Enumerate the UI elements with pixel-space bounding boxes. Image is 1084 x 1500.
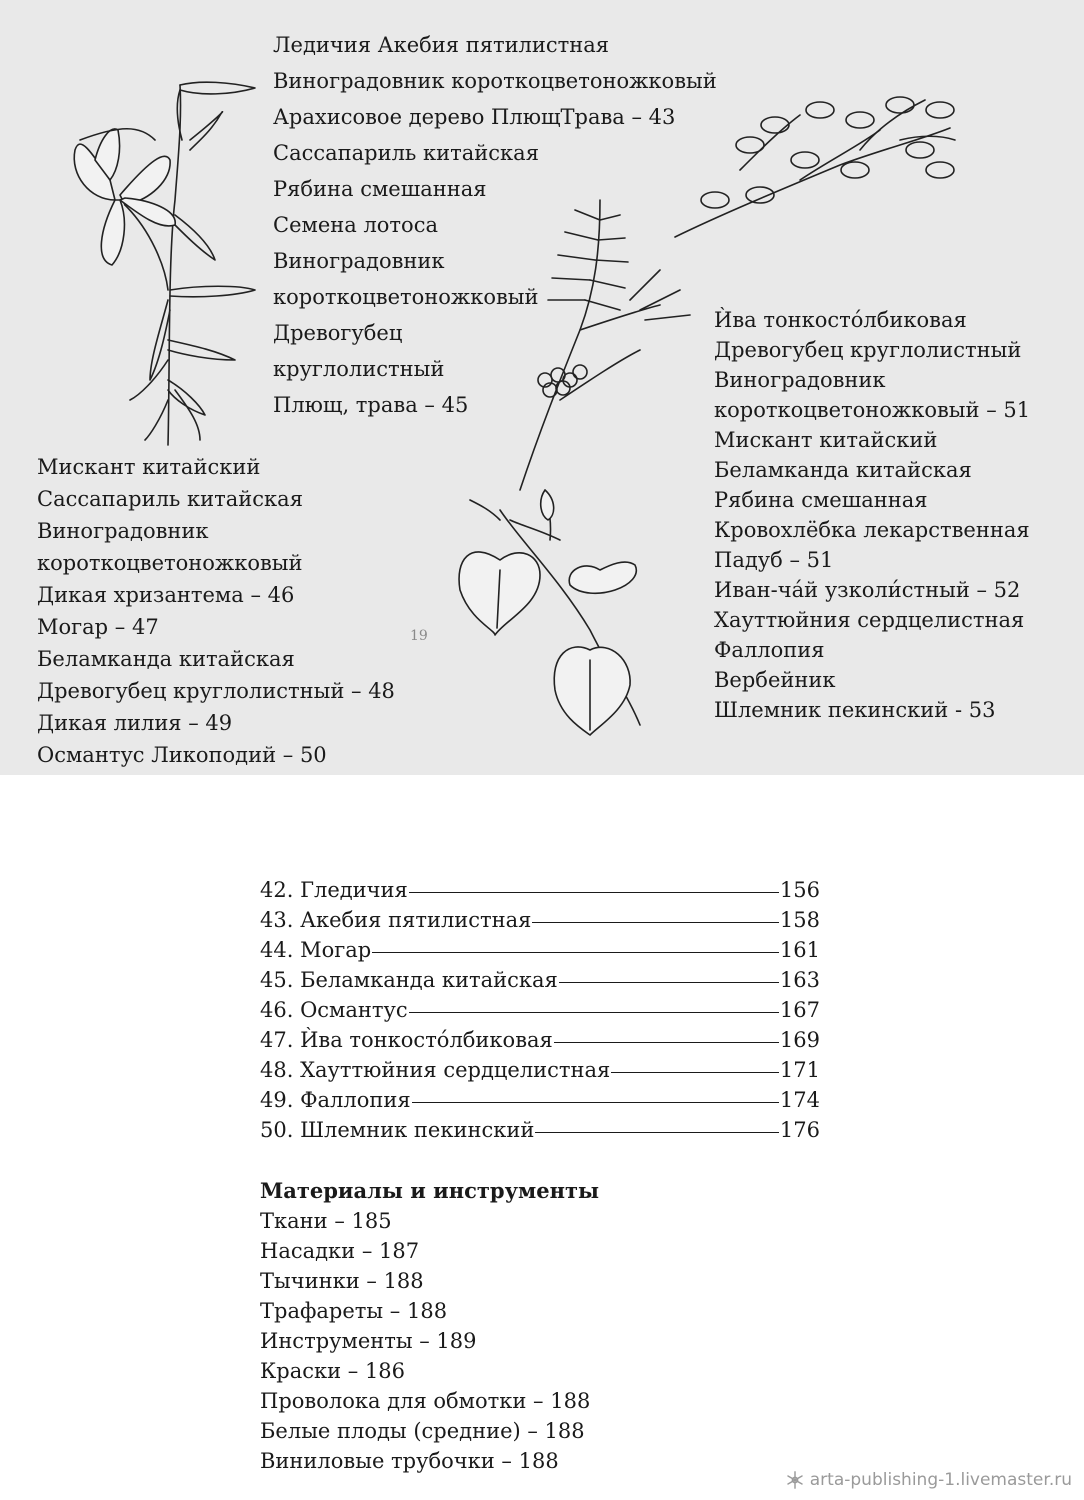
toc-label: 42. Гледичия — [260, 878, 408, 902]
list-line: Рябина смешанная — [714, 488, 928, 512]
materials-item: Краски – 186 — [260, 1359, 406, 1383]
list-line: Семена лотоса — [273, 213, 438, 237]
list-line: Мискант китайский — [37, 455, 261, 479]
list-line: Древогубец круглолистный – 48 — [37, 679, 395, 703]
toc-page: 158 — [779, 908, 820, 932]
toc-leader-line — [372, 952, 779, 953]
toc-entry — [260, 965, 820, 995]
table-of-contents — [260, 875, 820, 1145]
materials-section — [260, 1176, 599, 1476]
toc-label: 47. Ѝва тонкосто́лбиковая — [260, 1028, 553, 1052]
toc-page: 171 — [779, 1058, 820, 1082]
materials-item: Белые плоды (средние) – 188 — [260, 1419, 585, 1443]
toc-leader-line — [559, 982, 779, 983]
plant-list-column-1 — [273, 27, 717, 423]
list-line: Арахисовое дерево ПлющТрава – 43 — [273, 105, 676, 129]
plant-list-column-3 — [714, 305, 1030, 725]
list-line: Ледичия Акебия пятилистная — [273, 33, 610, 57]
toc-leader-line — [409, 1012, 779, 1013]
materials-item: Инструменты – 189 — [260, 1329, 477, 1353]
list-line: Сассапариль китайская — [37, 487, 303, 511]
watermark — [786, 1470, 1072, 1490]
faint-page-number: 19 — [410, 628, 428, 644]
toc-leader-line — [535, 1132, 779, 1133]
toc-label: 49. Фаллопия — [260, 1088, 411, 1112]
heart-leaf-plant-drawing — [459, 490, 640, 735]
toc-leader-line — [532, 922, 778, 923]
materials-item: Трафареты – 188 — [260, 1299, 448, 1323]
materials-item: Виниловые трубочки – 188 — [260, 1449, 559, 1473]
list-line: Могар – 47 — [37, 615, 159, 639]
toc-entry — [260, 905, 820, 935]
toc-page: 161 — [779, 938, 820, 962]
list-line: Иван-ча́й узколи́стный – 52 — [714, 578, 1021, 602]
toc-page: 167 — [779, 998, 820, 1022]
list-line: Османтус Ликоподий – 50 — [37, 743, 327, 767]
list-line: Виноградовник — [273, 249, 445, 273]
materials-item: Тычинки – 188 — [260, 1269, 424, 1293]
list-line: круглолистный — [273, 357, 445, 381]
list-line: короткоцветоножковый — [37, 551, 303, 575]
list-line: Падуб – 51 — [714, 548, 834, 572]
toc-page: 169 — [779, 1028, 820, 1052]
list-line: Рябина смешанная — [273, 177, 487, 201]
toc-leader-line — [554, 1042, 779, 1043]
list-line: Беламканда китайская — [714, 458, 972, 482]
list-line: Ѝва тонкосто́лбиковая — [714, 308, 967, 332]
toc-entry — [260, 1055, 820, 1085]
list-line: Дикая хризантема – 46 — [37, 583, 295, 607]
list-line: Шлемник пекинский - 53 — [714, 698, 996, 722]
materials-heading: Материалы и инструменты — [260, 1178, 600, 1203]
list-line: Фаллопия — [714, 638, 825, 662]
toc-page: 156 — [779, 878, 820, 902]
toc-label: 44. Могар — [260, 938, 372, 962]
toc-label: 46. Османтус — [260, 998, 408, 1022]
toc-label: 43. Акебия пятилистная — [260, 908, 532, 932]
toc-leader-line — [412, 1102, 779, 1103]
toc-page: 176 — [779, 1118, 820, 1142]
list-line: короткоцветоножковый – 51 — [714, 398, 1031, 422]
toc-label: 50. Шлемник пекинский — [260, 1118, 535, 1142]
list-line: Сассапариль китайская — [273, 141, 539, 165]
list-line: Виноградовник короткоцветоножковый — [273, 69, 717, 93]
willow-branch-drawing — [675, 97, 955, 237]
toc-entry — [260, 935, 820, 965]
materials-item: Насадки – 187 — [260, 1239, 420, 1263]
list-line: Хауттюйния сердцелистная — [714, 608, 1025, 632]
toc-entry — [260, 1085, 820, 1115]
list-line: Древогубец — [273, 321, 403, 345]
toc-entry — [260, 875, 820, 905]
list-line: Кровохлёбка лекарственная — [714, 518, 1030, 542]
list-line: Виноградовник — [37, 519, 209, 543]
list-line: Мискант китайский — [714, 428, 938, 452]
toc-leader-line — [611, 1072, 779, 1073]
toc-entry — [260, 1025, 820, 1055]
materials-item: Проволока для обмотки – 188 — [260, 1389, 591, 1413]
snowflake-icon — [786, 1471, 804, 1489]
toc-leader-line — [409, 892, 779, 893]
materials-item: Ткани – 185 — [260, 1209, 392, 1233]
list-line: Плющ, трава – 45 — [273, 393, 469, 417]
toc-entry — [260, 1115, 820, 1145]
watermark-text: arta-publishing-1.livemaster.ru — [809, 1470, 1072, 1490]
toc-label: 48. Хауттюйния сердцелистная — [260, 1058, 611, 1082]
list-line: Беламканда китайская — [37, 647, 295, 671]
list-line: Древогубец круглолистный — [714, 338, 1022, 362]
toc-page: 163 — [779, 968, 820, 992]
toc-page: 174 — [779, 1088, 820, 1112]
list-line: Дикая лилия – 49 — [37, 711, 233, 735]
toc-entry — [260, 995, 820, 1025]
list-line: Виноградовник — [714, 368, 886, 392]
lily-drawing — [74, 82, 255, 445]
list-line: Вербейник — [714, 668, 836, 692]
plant-list-column-2 — [37, 451, 395, 771]
toc-label: 45. Беламканда китайская — [260, 968, 558, 992]
list-line: короткоцветоножковый — [273, 285, 539, 309]
